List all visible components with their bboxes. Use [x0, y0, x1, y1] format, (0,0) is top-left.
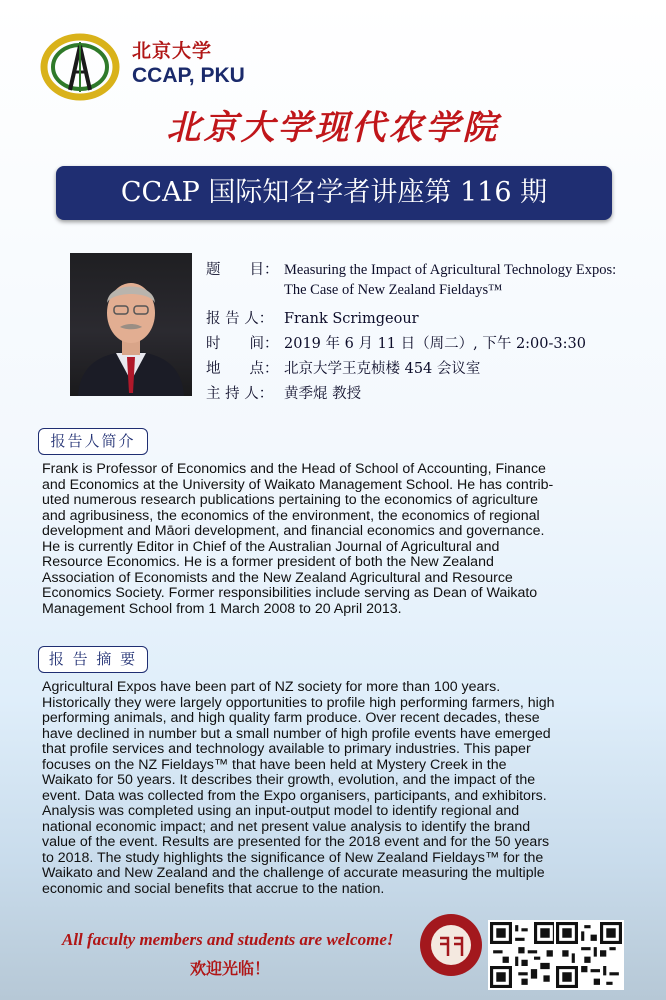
- abstract-line: Analysis was completed using an input-output model to identify regional and: [42, 803, 520, 819]
- info-place-row: [206, 357, 480, 378]
- lecture-banner: CCAP 国际知名学者讲座第 116 期: [56, 166, 612, 220]
- wechat-qr-code-icon: [488, 920, 558, 990]
- abstract-line: focuses on the NZ Fieldays™ that have been held at Mystery Creek in the: [42, 756, 507, 773]
- abstract-line: national economic impact; and net present value analysis to identify the brand: [42, 818, 531, 835]
- place-label: 地 点：: [206, 361, 279, 377]
- talk-title-line2: The Case of New Zealand Fieldays™: [284, 282, 503, 298]
- bio-line: Resource Economics. He is a former president of both the New Zealand: [42, 554, 494, 570]
- abstract-line: that profile services and technology available to primary industries. This paper: [42, 741, 531, 757]
- info-speaker-row: [206, 307, 419, 328]
- lecture-host: 黄季焜 教授: [284, 386, 362, 402]
- talk-title-line1: Measuring the Impact of Agricultural Technology Expos:: [284, 262, 617, 278]
- logo-text-cn: 北京大学: [132, 40, 213, 62]
- info-host-row: [206, 382, 361, 403]
- bio-line: Frank is Professor of Economics and the Head of School of Accounting, Finance: [42, 461, 546, 477]
- info-title-row-2: [284, 282, 502, 299]
- bio-line: and agribusiness, the economics of the environment, the economics of regional: [42, 507, 540, 524]
- title-label: 题 目：: [206, 262, 279, 278]
- bio-line: Economics Society. Former responsibilities include serving as Dean of Waikato: [42, 585, 538, 601]
- institution-name: 北京大学现代农学院: [166, 108, 500, 148]
- host-label: 主 持 人：: [206, 386, 274, 402]
- time-label: 时 间：: [206, 336, 279, 352]
- abstract-line: performing animals, and high quality farm produce. Over recent decades, these: [42, 710, 540, 726]
- website-qr-code-icon: [554, 920, 624, 990]
- speaker-portrait-icon: [70, 253, 192, 396]
- abstract-paragraph: [42, 680, 630, 897]
- info-time-row: [206, 332, 586, 353]
- info-title-row: [206, 258, 616, 279]
- speaker-label: 报 告 人：: [206, 311, 274, 327]
- peking-university-seal-icon: [418, 912, 484, 978]
- bio-line: uted numerous research publications pertaining to the economics of agriculture: [42, 492, 539, 508]
- bio-line: development and Māori development, and financial economics and governance.: [42, 523, 545, 539]
- bio-line: Management School from 1 March 2008 to 20 April 2013.: [42, 600, 402, 617]
- welcome-text-cn: 欢迎光临！: [190, 959, 271, 978]
- speaker-photo: [70, 253, 192, 396]
- speaker-name: Frank Scrimgeour: [284, 311, 419, 327]
- logo-text-en: CCAP, PKU: [132, 64, 245, 87]
- bio-line: Association of Economists and the New Zealand Agricultural and Resource: [42, 569, 513, 586]
- bio-paragraph: [42, 462, 630, 617]
- abstract-line: value of the event. Results are presented for the 2018 event and for the 50 years: [42, 834, 550, 850]
- abstract-line: economic and social benefits that accrue to the nation.: [42, 880, 385, 897]
- bio-heading: 报告人简介: [38, 428, 148, 455]
- abstract-line: Waikato for 50 years. It describes their growth, evolution, and the impact of the: [42, 772, 536, 788]
- abstract-line: to 2018. The study highlights the significance of New Zealand Fieldays™ for the: [42, 849, 544, 866]
- welcome-text: All faculty members and students are welcome!: [62, 930, 394, 949]
- bio-line: and Economics at the University of Waikato Management School. He has contrib-: [42, 476, 554, 493]
- bio-line: He is currently Editor in Chief of the Australian Journal of Agricultural and: [42, 538, 500, 555]
- abstract-line: have declined in number but a small number of high profile events have emerged: [42, 725, 551, 742]
- abstract-line: Agricultural Expos have been part of NZ society for more than 100 years.: [42, 679, 501, 695]
- abstract-line: Historically they were largely opportunities to profile high performing farmers, high: [42, 694, 555, 711]
- ccap-logo: [40, 32, 128, 102]
- lecture-time: 2019 年 6 月 11 日（周二）, 下午 2:00-3:30: [284, 336, 586, 352]
- lecture-place: 北京大学王克桢楼 454 会议室: [284, 361, 481, 377]
- abstract-line: event. Data was collected from the Expo organisers, participants, and exhibitors.: [42, 787, 547, 804]
- abstract-heading: 报 告 摘 要: [38, 646, 148, 673]
- abstract-line: Waikato and New Zealand and the challenge of accurate measuring the multiple: [42, 865, 545, 881]
